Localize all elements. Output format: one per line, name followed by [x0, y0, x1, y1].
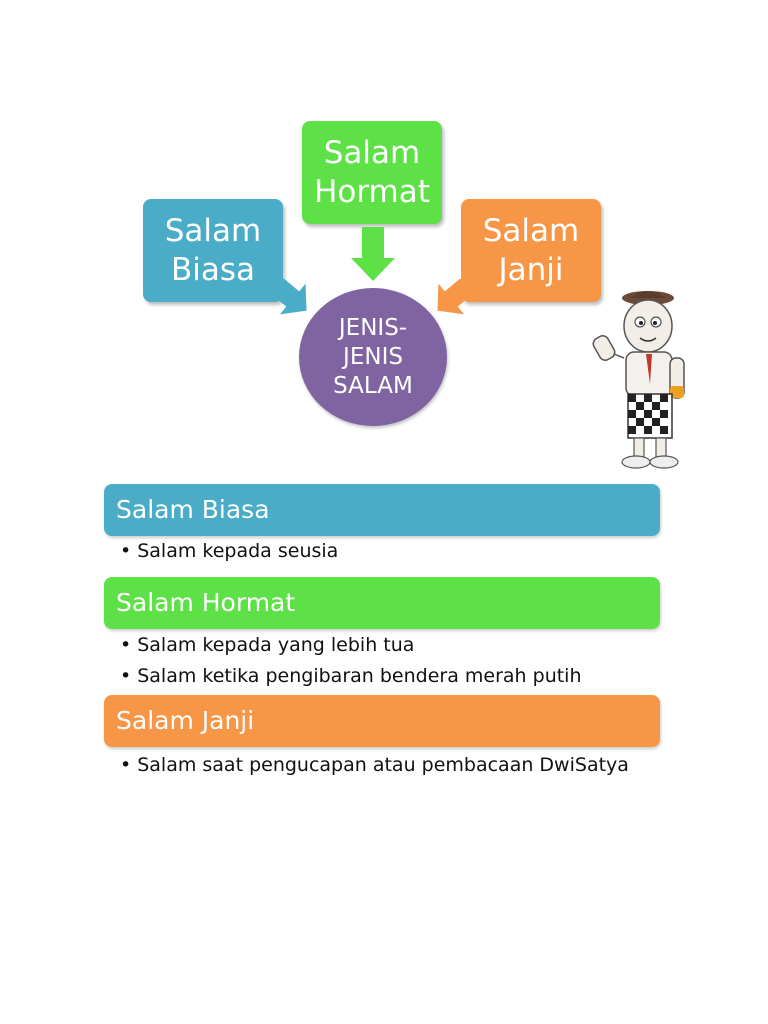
bullet-icon: •	[120, 754, 132, 776]
saluting-scout-figure-icon	[590, 288, 700, 473]
center-label-line: SALAM	[333, 372, 413, 399]
list-item	[104, 661, 660, 692]
section-header-salam-biasa: Salam Biasa	[104, 484, 660, 536]
node-label-line: Biasa	[170, 251, 255, 288]
list-item-text: Salam saat pengucapan atau pembacaan DwiSatya	[137, 754, 629, 776]
list-item-text: Salam kepada seusia	[137, 540, 339, 562]
section-header-salam-janji: Salam Janji	[104, 695, 660, 747]
arrow-down-icon	[351, 227, 395, 281]
center-node-jenis-jenis-salam	[299, 288, 447, 426]
node-label-line: Salam	[323, 134, 421, 171]
node-label-line: Janji	[498, 251, 564, 288]
section-list-salam-hormat	[104, 630, 660, 692]
list-item	[104, 536, 660, 567]
list-item-text: Salam kepada yang lebih tua	[137, 634, 415, 656]
center-label-line: JENIS	[343, 343, 403, 370]
section-list-salam-biasa	[104, 536, 660, 567]
list-item	[104, 750, 660, 781]
node-label-line: Hormat	[314, 173, 430, 210]
list-item-text: Salam ketika pengibaran bendera merah putih	[137, 665, 582, 687]
bullet-icon: •	[120, 540, 132, 562]
center-label-line: JENIS-	[338, 314, 408, 341]
bullet-icon: •	[120, 665, 132, 687]
list-item	[104, 630, 660, 661]
node-label-line: Salam	[482, 212, 580, 249]
section-list-salam-janji	[104, 750, 660, 781]
bullet-icon: •	[120, 634, 132, 656]
node-label-line: Salam	[164, 212, 262, 249]
section-header-salam-hormat: Salam Hormat	[104, 577, 660, 629]
